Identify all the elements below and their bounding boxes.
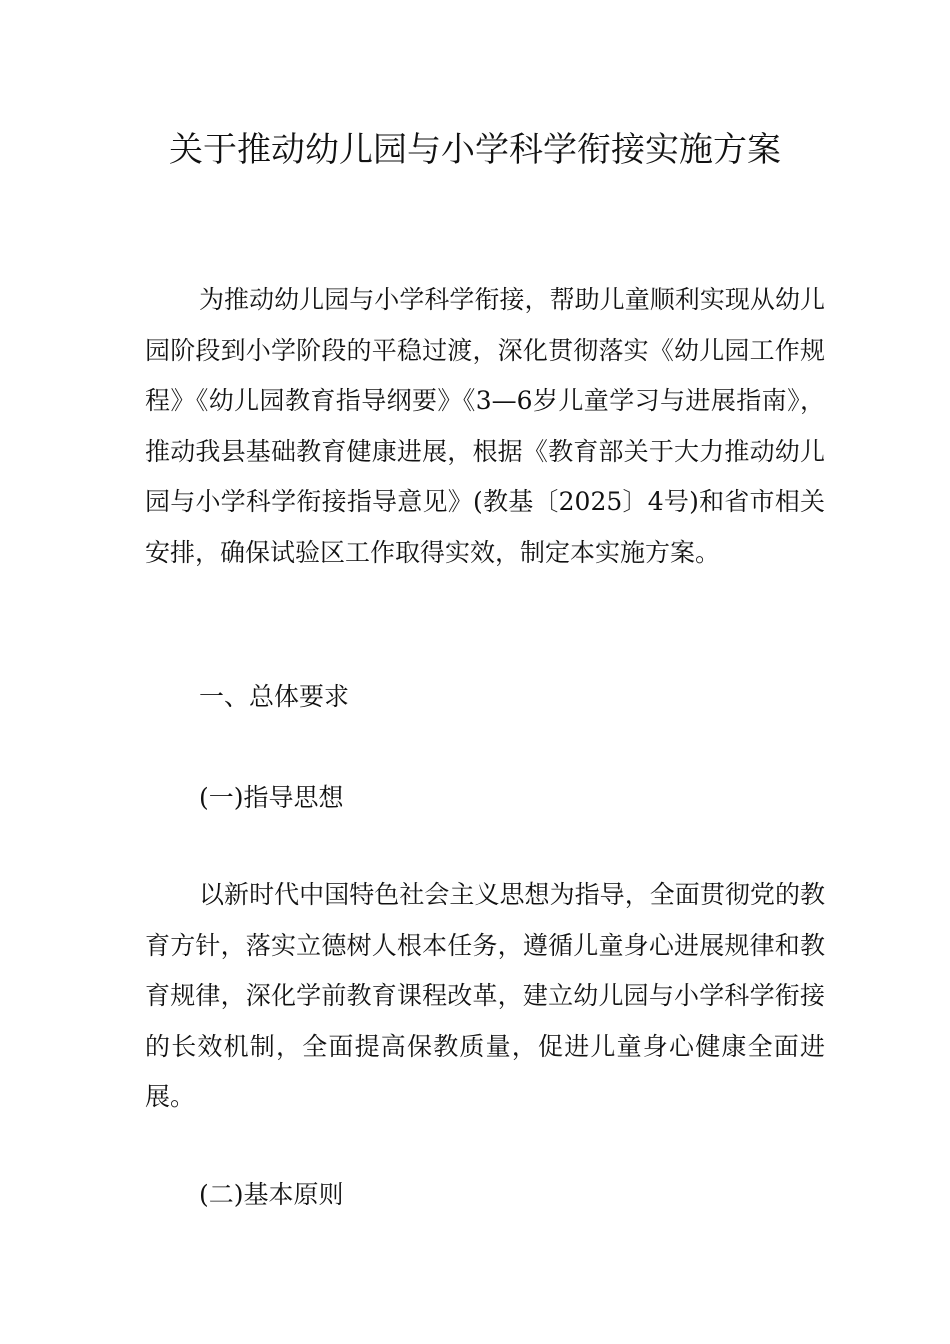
guiding-ideology-paragraph: 以新时代中国特色社会主义思想为指导，全面贯彻党的教育方针，落实立德树人根本任务，遵循儿童身心进展规律和教育规律，深化学前教育课程改革，建立幼儿园与小学科学衔接的长效机制，全面提高保教质量，促进儿童身心健康全面进展。: [145, 880, 825, 1111]
document-title: 关于推动幼儿园与小学科学衔接实施方案: [169, 130, 781, 170]
subsection-heading-basic-principles: (二)基本原则: [199, 1180, 344, 1209]
subsection-heading-guiding-ideology: (一)指导思想: [199, 783, 344, 812]
section-heading-general-requirements: 一、总体要求: [199, 682, 350, 711]
intro-paragraph: 为推动幼儿园与小学科学衔接，帮助儿童顺利实现从幼儿园阶段到小学阶段的平稳过渡，深化贯彻落实《幼儿园工作规程》《幼儿园教育指导纲要》《3—6岁儿童学习与进展指南》，推动我县基础教育健康进展，根据《教育部关于大力推动幼儿园与小学科学衔接指导意见》(教基〔2025〕4号)和省市相关安排，确保试验区工作取得实效，制定本实施方案。: [145, 285, 825, 567]
